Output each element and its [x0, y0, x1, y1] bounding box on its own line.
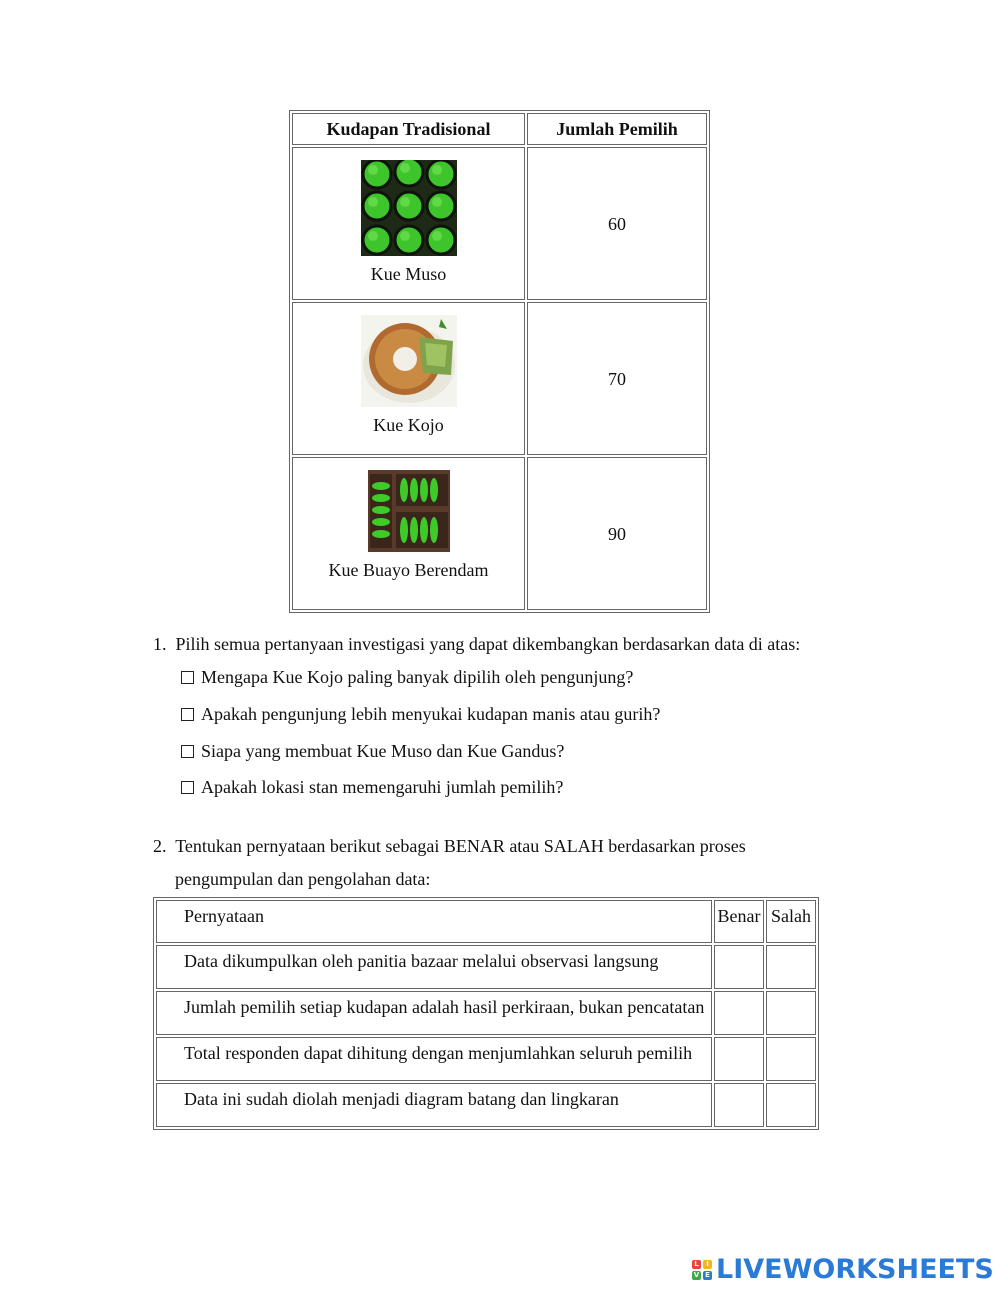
option-item[interactable] [181, 741, 564, 762]
logo-mark-letter: E [703, 1271, 712, 1280]
logo-mark-letter: V [693, 1270, 700, 1279]
kue-buayo-image [368, 470, 450, 552]
kue-muso-image [361, 160, 457, 256]
checkbox[interactable] [181, 745, 194, 758]
food-name: Kue Buayo Berendam [328, 560, 489, 580]
food-cell [292, 147, 525, 300]
table-row [156, 1037, 816, 1081]
count-cell [527, 302, 707, 455]
option-label: Apakah pengunjung lebih menyukai kudapan manis atau gurih? [201, 704, 661, 724]
false-answer-cell[interactable] [766, 991, 816, 1035]
option-label: Apakah lokasi stan memengaruhi jumlah pemilih? [201, 777, 564, 797]
logo-mark-letter: I [703, 1260, 712, 1269]
question-number: 2. [153, 836, 167, 856]
food-name: Kue Muso [370, 264, 447, 284]
food-row [292, 147, 707, 300]
count-cell [527, 457, 707, 610]
logo-mark-icon [692, 1260, 712, 1280]
option-label: Siapa yang membuat Kue Muso dan Kue Gandus? [201, 741, 565, 761]
kue-kojo-image [361, 315, 457, 407]
question-number: 1. [153, 634, 167, 654]
header-false: Salah [766, 900, 816, 943]
table-row [156, 945, 816, 989]
question-2 [153, 835, 746, 857]
true-answer-cell[interactable] [714, 1083, 764, 1127]
food-cell [292, 457, 525, 610]
header-food: Kudapan Tradisional [292, 113, 525, 145]
true-answer-cell[interactable] [714, 991, 764, 1035]
statement-text: Total responden dapat dihitung dengan menjumlahkan seluruh pemilih [156, 1037, 712, 1081]
checkbox[interactable] [181, 671, 194, 684]
option-item[interactable] [181, 777, 563, 798]
statement-table [153, 897, 819, 1130]
header-count: Jumlah Pemilih [527, 113, 707, 145]
true-answer-cell[interactable] [714, 1037, 764, 1081]
option-item[interactable] [181, 704, 660, 725]
false-answer-cell[interactable] [766, 1037, 816, 1081]
option-label: Mengapa Kue Kojo paling banyak dipilih oleh pengunjung? [201, 667, 634, 687]
header-statement: Pernyataan [156, 900, 712, 943]
question-text: Tentukan pernyataan berikut sebagai BENAR atau SALAH berdasarkan proses [175, 836, 746, 856]
food-row [292, 302, 707, 455]
statement-text: Data dikumpulkan oleh panitia bazaar melalui observasi langsung [156, 945, 712, 989]
false-answer-cell[interactable] [766, 945, 816, 989]
logo-text: LIVEWORKSHEETS [716, 1254, 994, 1285]
count-value: 60 [608, 214, 626, 234]
false-answer-cell[interactable] [766, 1083, 816, 1127]
question-2-line-2 [175, 868, 430, 890]
question-text: Pilih semua pertanyaan investigasi yang dapat dikembangkan berdasarkan data di atas: [175, 634, 801, 654]
checkbox[interactable] [181, 708, 194, 721]
food-name: Kue Kojo [373, 415, 444, 435]
checkbox[interactable] [181, 781, 194, 794]
question-1 [153, 633, 800, 655]
statement-header-row [156, 900, 816, 943]
question-text: pengumpulan dan pengolahan data: [175, 869, 431, 889]
table-row [156, 1083, 816, 1127]
statement-text: Jumlah pemilih setiap kudapan adalah hasil perkiraan, bukan pencatatan [156, 991, 712, 1035]
count-value: 90 [608, 524, 626, 544]
logo-mark-letter: L [692, 1260, 701, 1269]
true-answer-cell[interactable] [714, 945, 764, 989]
count-value: 70 [608, 369, 626, 389]
statement-text: Data ini sudah diolah menjadi diagram batang dan lingkaran [156, 1083, 712, 1127]
table-row [156, 991, 816, 1035]
food-row [292, 457, 707, 610]
header-true: Benar [714, 900, 764, 943]
count-cell [527, 147, 707, 300]
option-item[interactable] [181, 667, 633, 688]
food-table [289, 110, 710, 613]
food-cell [292, 302, 525, 455]
liveworksheets-logo [692, 1254, 994, 1285]
